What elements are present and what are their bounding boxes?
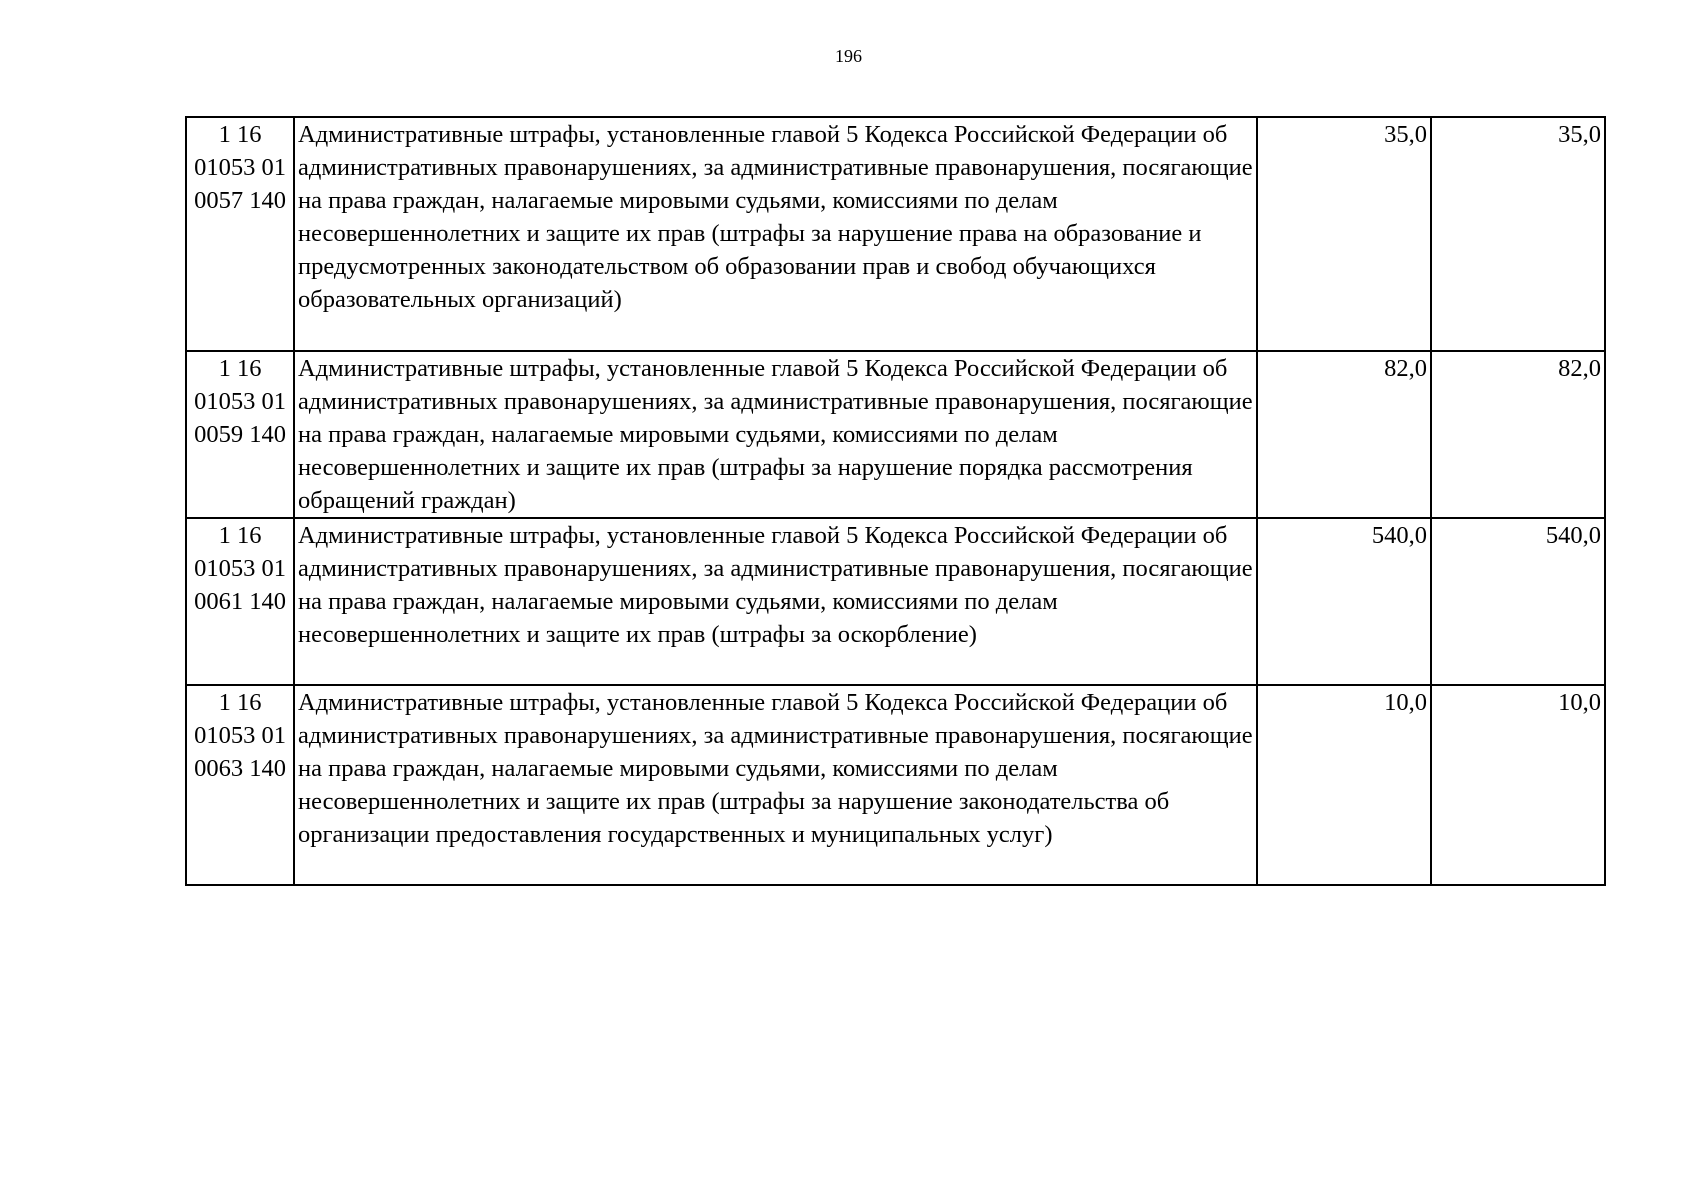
- budget-code-line: 01053 01: [194, 555, 286, 582]
- revenue-table: [185, 116, 1606, 886]
- amount-cell-1: 35,0: [1257, 117, 1431, 351]
- budget-code-cell: [186, 685, 294, 885]
- budget-code-line: 0057 140: [194, 187, 286, 214]
- revenue-description: Административные штрафы, установленные главой 5 Кодекса Российской Федерации об административных правонарушениях, за административные правонарушения, посягающие на права граждан, налагаемые мировыми судьями, комиссиями по делам несовершеннолетних и защите их прав (штрафы за нарушение права на образование и предусмотренных законодательством об образовании прав и свобод обучающихся образовательных организаций): [294, 117, 1257, 351]
- budget-code-line: 1 16: [218, 355, 262, 382]
- table-row: [186, 351, 1605, 518]
- budget-code-line: 01053 01: [194, 722, 286, 749]
- budget-code-line: 01053 01: [194, 154, 286, 181]
- table-row: [186, 117, 1605, 351]
- budget-code-line: 01053 01: [194, 388, 286, 415]
- table-row: [186, 685, 1605, 885]
- budget-code-line: 0063 140: [194, 755, 286, 782]
- budget-code-line: 1 16: [218, 121, 262, 148]
- revenue-description: Административные штрафы, установленные главой 5 Кодекса Российской Федерации об административных правонарушениях, за административные правонарушения, посягающие на права граждан, налагаемые мировыми судьями, комиссиями по делам несовершеннолетних и защите их прав (штрафы за оскорбление): [294, 518, 1257, 685]
- amount-cell-1: 540,0: [1257, 518, 1431, 685]
- page-number: 196: [835, 46, 862, 66]
- revenue-description: Административные штрафы, установленные главой 5 Кодекса Российской Федерации об административных правонарушениях, за административные правонарушения, посягающие на права граждан, налагаемые мировыми судьями, комиссиями по делам несовершеннолетних и защите их прав (штрафы за нарушение законодательства об организации предоставления государственных и муниципальных услуг): [294, 685, 1257, 885]
- budget-code-cell: [186, 351, 294, 518]
- amount-cell-2: 10,0: [1431, 685, 1605, 885]
- revenue-description: Административные штрафы, установленные главой 5 Кодекса Российской Федерации об административных правонарушениях, за административные правонарушения, посягающие на права граждан, налагаемые мировыми судьями, комиссиями по делам несовершеннолетних и защите их прав (штрафы за нарушение порядка рассмотрения обращений граждан): [294, 351, 1257, 518]
- budget-code-line: 0061 140: [194, 588, 286, 615]
- amount-cell-2: 35,0: [1431, 117, 1605, 351]
- budget-code-line: 1 16: [218, 689, 262, 716]
- budget-code-cell: [186, 117, 294, 351]
- amount-cell-1: 10,0: [1257, 685, 1431, 885]
- budget-code-line: 1 16: [218, 522, 262, 549]
- table-row: [186, 518, 1605, 685]
- budget-code-cell: [186, 518, 294, 685]
- budget-code-line: 0059 140: [194, 421, 286, 448]
- amount-cell-2: 540,0: [1431, 518, 1605, 685]
- amount-cell-2: 82,0: [1431, 351, 1605, 518]
- amount-cell-1: 82,0: [1257, 351, 1431, 518]
